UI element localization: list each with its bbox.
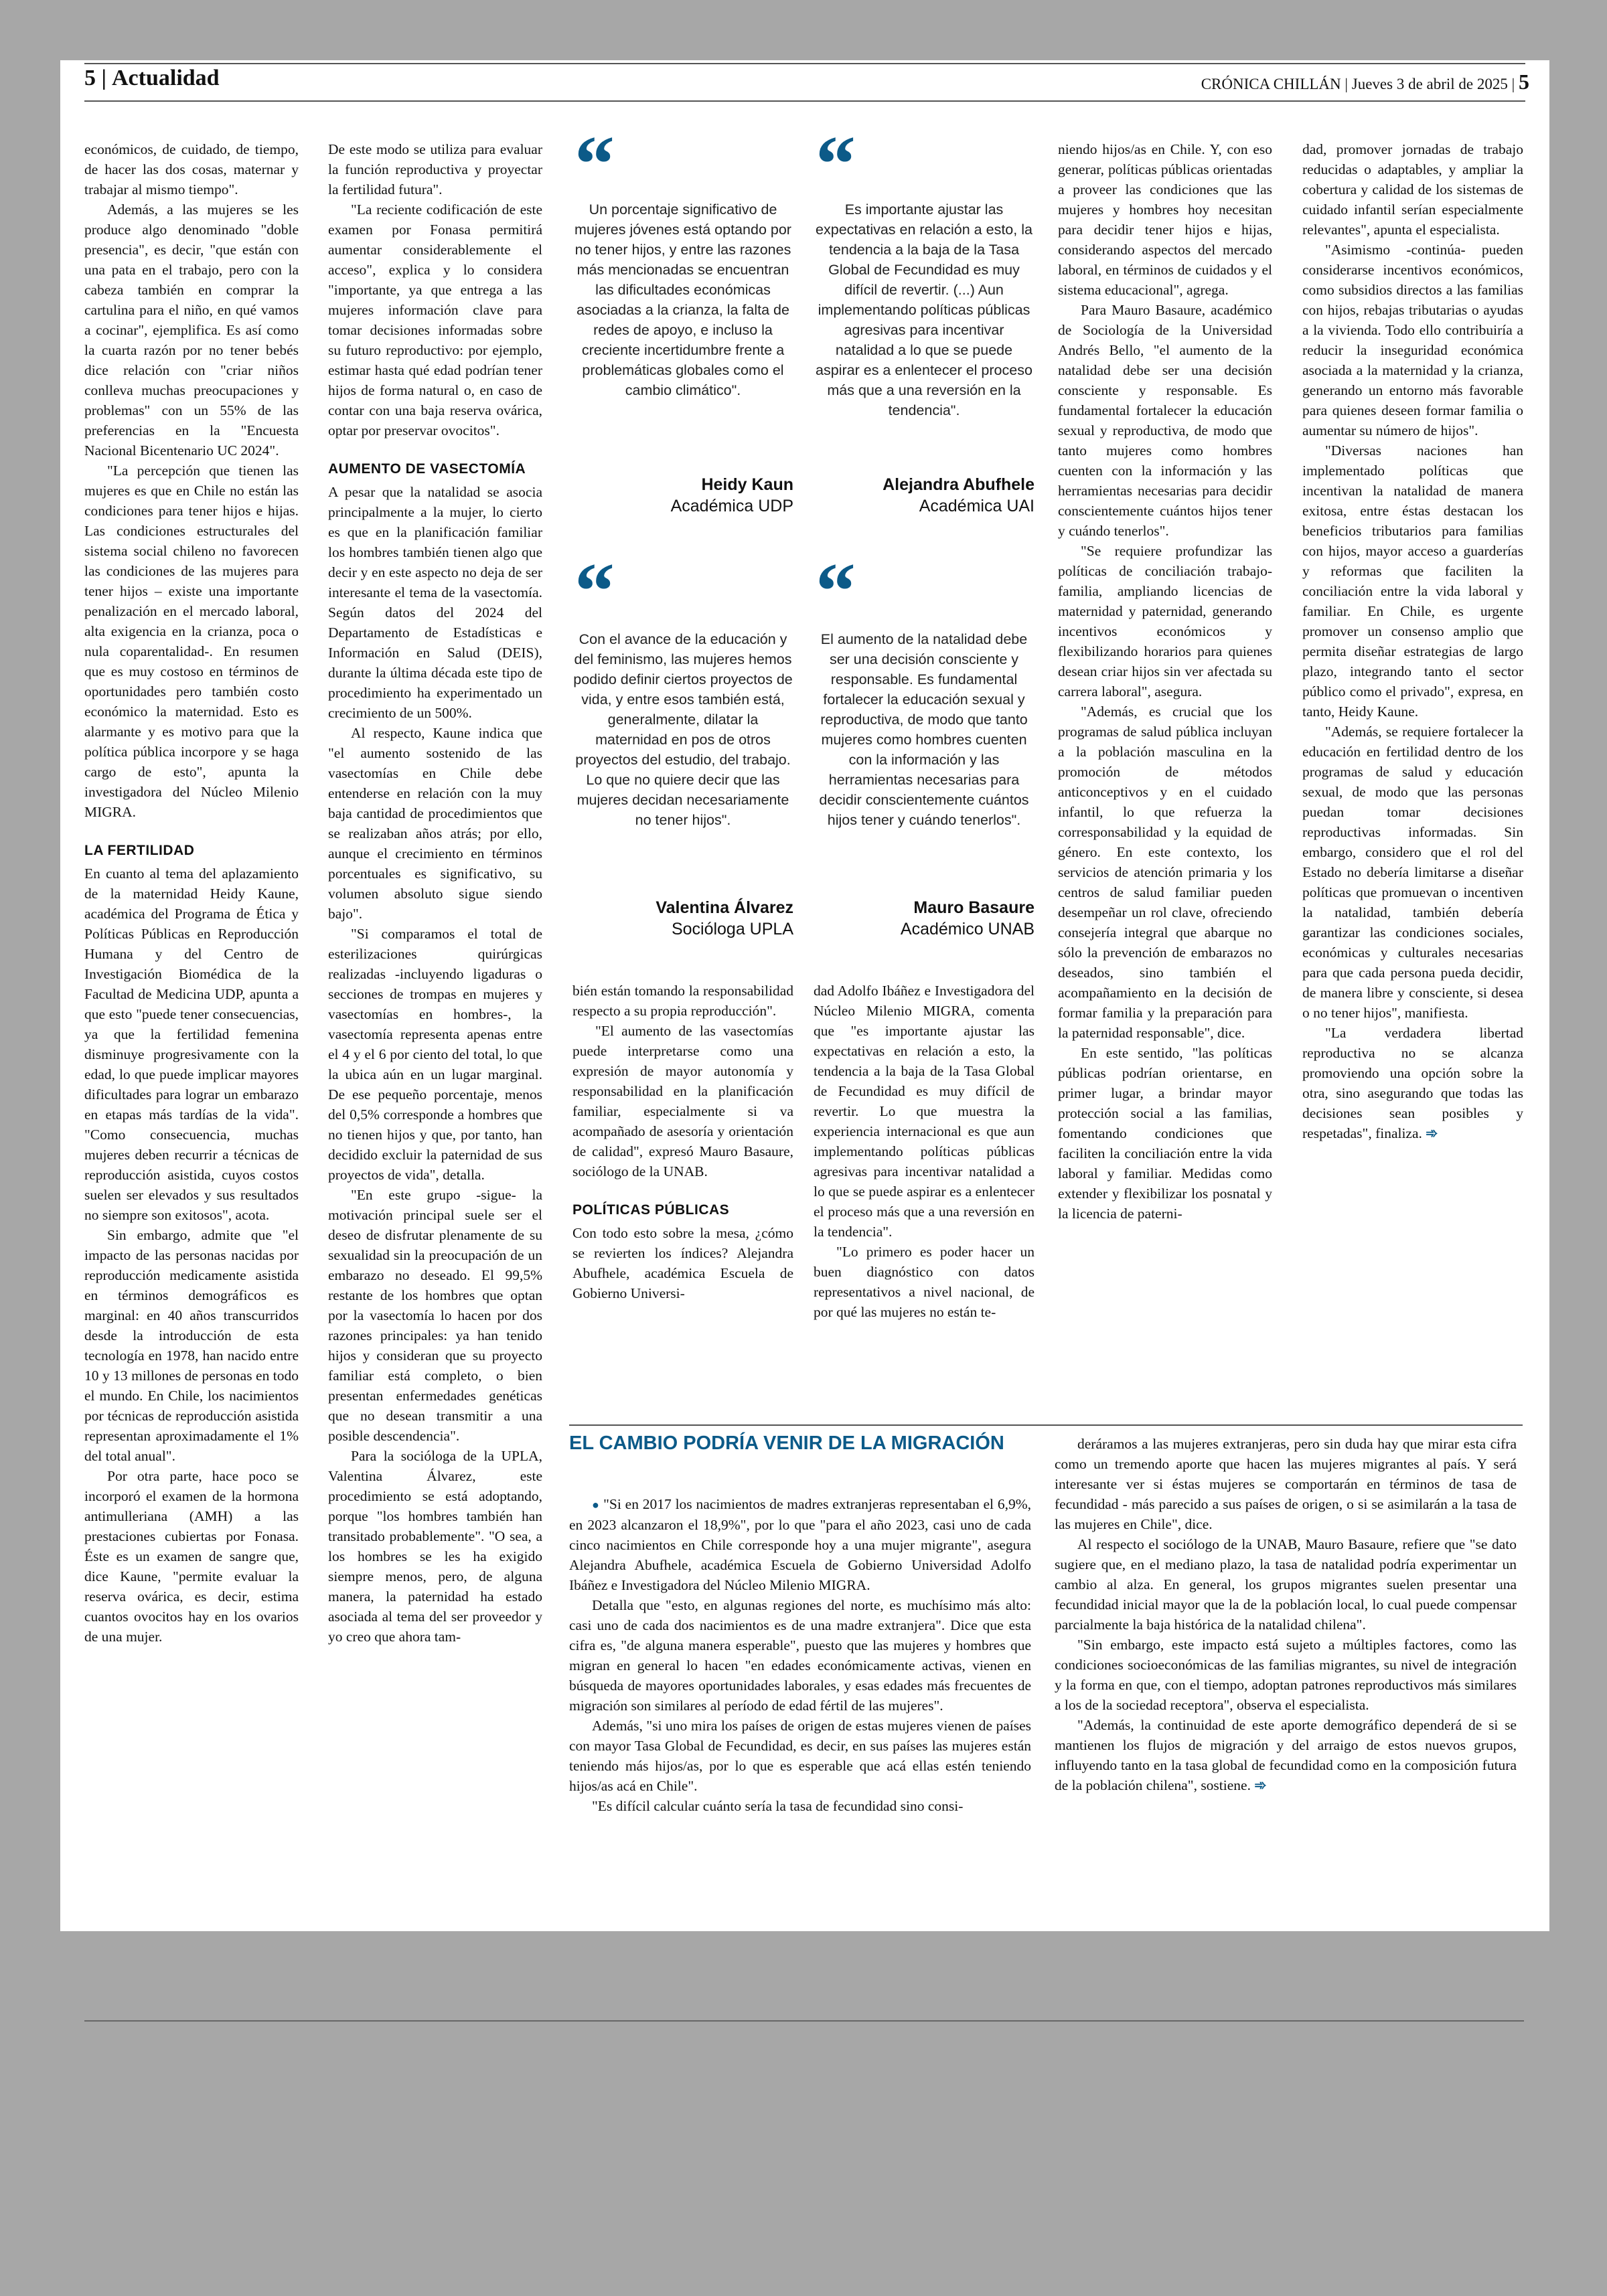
sidebar-title: EL CAMBIO PODRÍA VENIR DE LA MIGRACIÓN — [569, 1432, 1004, 1454]
header-left: 5 | Actualidad — [84, 66, 220, 90]
sidebar-column-2 — [1055, 1434, 1517, 1795]
quote-3-attribution — [572, 897, 793, 940]
quote-mark-icon: “ — [575, 546, 615, 635]
paragraph: económicos, de cuidado, de tiempo, de hacer las dos cosas, maternar y trabajar al mismo tiempo". — [84, 141, 299, 197]
quote-2-role: Académica UAI — [919, 497, 1035, 515]
paragraph — [569, 1494, 1031, 1595]
paragraph-text: "Además, la continuidad de este aporte demográfico dependerá de si se mantienen los flujos de migración y del arraigo de estos nuevos grupos, influyendo tanto en la tasa global de fecundidad como en la composición futura de la población chilena", sostiene. — [1055, 1717, 1517, 1793]
paragraph: Al respecto, Kaune indica que "el aumento sostenido de las vasectomías en Chile debe entenderse en relación con la muy baja cantidad de procedimientos que se realizaban años atrás; por ello, aunque el crecimiento en términos porcentuales es significativo, su volumen absoluto sigue siendo bajo". — [328, 725, 542, 922]
paragraph: "Lo primero es poder hacer un buen diagnóstico con datos representativos a nivel nacional, de por qué las mujeres no están te- — [814, 1244, 1035, 1320]
article-column-2 — [328, 139, 542, 1647]
paragraph: dad Adolfo Ibáñez e Investigadora del Núcleo Milenio MIGRA, comenta que "es importante ajustar las expectativas en relación a esto, la tendencia a la baja de la Tasa Global de Fecundidad es muy difícil de revertir. Lo que muestra la experiencia internacional es que aun implementando políticas públicas agresivas para incentivar natalidad a lo que se puede aspirar es a enlentecer el proceso más que a una reversión en la tendencia". — [814, 983, 1035, 1240]
paragraph: "Además, se requiere fortalecer la educación en fertilidad dentro de los programas de salud y educación sexual, de modo que las personas puedan tomar decisiones reproductivas informadas. Sin embargo, considero que el rol del Estado no debería limitarse a diseñar políticas que promuevan o incentiven la natalidad, también debería garantizar las condiciones sociales, económicas y culturales necesarias para que cada persona pueda decidir, de manera libre y consciente, si desea o no tener hijos", manifiesta. — [1302, 724, 1523, 1021]
paragraph: De este modo se utiliza para evaluar la función reproductiva y proyectar la fertilidad futura". — [328, 141, 542, 197]
paragraph: En cuanto al tema del aplazamiento de la maternidad Heidy Kaune, académica del Programa de Ética y Políticas Públicas en Reproducción Humana y del Centro de Investigación Biomédica de la Facultad de Medicina UDP, apunta a que esto "puede tener consecuencias, ya que la fertilidad femenina disminuye progresivamente con la edad, lo que puede implicar mayores dificultades para lograr un embarazo en etapas más tardías de la vida". "Como consecuencia, muchas mujeres deben recurrir a técnicas de reproducción asistida, cuyos costos suelen ser elevados y sus resultados no siempre son exitosos", acota. — [84, 866, 299, 1223]
page-number-right: 5 — [1519, 70, 1529, 94]
paragraph: Además, a las mujeres se les produce algo denominado "doble presencia", es decir, "que están con una pata en el trabajo, pero con la cabeza también en comprar la cartulina para el niño, en qué vamos a cocinar", ejemplifica. Es así como la cuarta razón por no tener bebés dice relación con "criar niños conlleva muchas preocupaciones y problemas" con un 55% de las preferencias en la "Encuesta Nacional Bicentenario UC 2024". — [84, 201, 299, 459]
newspaper-name: CRÓNICA CHILLÁN — [1201, 76, 1341, 92]
paragraph: "Es difícil calcular cuánto sería la tasa de fecundidad sino consi- — [592, 1798, 964, 1814]
paragraph — [1302, 1023, 1523, 1143]
pull-quote-2: Es importante ajustar las expectativas en relación a esto, la tendencia a la baja de la Tasa Global de Fecundidad es muy difícil de revertir. (...) Aun implementando políticas públicas agresivas para incentivar natalidad a lo que se puede aspirar es a enlentecer el proceso más que a una reversión en la tendencia". — [816, 201, 1032, 418]
quote-3-name: Valentina Álvarez — [656, 898, 793, 917]
subheading-politicas: POLÍTICAS PÚBLICAS — [572, 1202, 730, 1218]
header-rule — [84, 100, 1525, 102]
paragraph: "Asimismo -continúa- pueden considerarse incentivos económicos, como subsidios directos a las familias con hijos, rebajas tributarias o ayudas a la vivienda. Todo ello contribuiría a reducir la inseguridad económica asociada a la maternidad y la crianza, generando un entorno más favorable para quienes deseen formar familia o aumentar su número de hijos". — [1302, 242, 1523, 438]
page-number-left: 5 — [84, 66, 96, 90]
paragraph: "La reciente codificación de este examen por Fonasa permitirá aumentar considerablemente el acceso", explica y lo considera "importante, ya que entrega a las mujeres información clave para tomar decisiones informadas sobre su futuro reproductivo: por ejemplo, estimar hasta qué edad podrían tener hijos de forma natural o, en caso de contar con una baja reserva ovárica, optar por preservar ovocitos". — [328, 201, 542, 438]
article-column-1 — [84, 139, 299, 1647]
quote-1-role: Académica UDP — [670, 497, 793, 515]
publication-date: Jueves 3 de abril de 2025 — [1351, 76, 1508, 92]
page-header — [60, 60, 1549, 99]
sidebar-column-1 — [569, 1494, 1031, 1816]
paragraph: Para Mauro Basaure, académico de Sociología de la Universidad Andrés Bello, "el aumento de la natalidad debe ser una decisión consciente y responsable. Es fundamental fortalecer la educación sexual y reproductiva, de modo que tanto mujeres como hombres cuenten con la información y las herramientas necesarias para decidir conscientemente cuántos hijos tener y cuándo tenerlos". — [1058, 302, 1272, 539]
quote-3-role: Socióloga UPLA — [671, 920, 793, 938]
quote-2-name: Alejandra Abufhele — [883, 475, 1035, 494]
article-column-6 — [1302, 139, 1523, 1143]
paragraph: "Sin embargo, este impacto está sujeto a múltiples factores, como las condiciones socioeconómicas de las familias migrantes, su nivel de integración y la forma en que, con el tiempo, adoptan patrones reproductivos más similares a los de la sociedad receptora", observa el especialista. — [1055, 1637, 1517, 1713]
end-arrow-icon: ➾ — [1254, 1777, 1267, 1793]
paragraph: Detalla que "esto, en algunas regiones del norte, es muchísimo más alto: casi uno de cada dos nacimientos es de una madre extranjera". Dice que esta cifra es, "de alguna manera esperable", puesto que las mujeres y hombres que migran en general lo hacen "en edades económicamente activas, vienen en búsqueda de mayores oportunidades laborales, y esas edades más frecuentes de migración son similares al período de edad fértil de las mujeres". — [569, 1597, 1031, 1714]
quote-4-attribution — [814, 897, 1035, 940]
paragraph: dad, promover jornadas de trabajo reducidas o adaptables, y ampliar la cobertura y calidad de los sistemas de cuidado infantil serían especialmente relevantes", apunta el especialista. — [1302, 141, 1523, 238]
header-right: CRÓNICA CHILLÁN | Jueves 3 de abril de 2025 | 5 — [1201, 70, 1529, 94]
pull-quote-3: Con el avance de la educación y del feminismo, las mujeres hemos podido definir ciertos proyectos de vida, y entre esos también está, generalmente, dilatar la maternidad en pos de otros proyectos del estudio, del trabajo. Lo que no quiere decir que las mujeres decidan necesariamente no tener hijos". — [573, 631, 793, 828]
paragraph: niendo hijos/as en Chile. Y, con eso generar, políticas públicas orientadas a proveer las condiciones que las mujeres y hombres hoy necesitan para decidir tener hijos e hijas, considerando aspectos del mercado laboral, en términos de cuidados y el sistema educacional", agrega. — [1058, 141, 1272, 298]
paragraph: Sin embargo, admite que "el impacto de las personas nacidas por reproducción medicamente asistida en términos demográficos es marginal: en 40 años transcurridos desde la introducción de esta tecnología en 1978, han nacido entre 10 y 13 millones de personas en todo el mundo. En Chile, los nacimientos por técnicas de reproducción asistida representan aproximadamente el 1% del total anual". — [84, 1227, 299, 1464]
header-rule-top — [84, 63, 1525, 64]
quote-4-name: Mauro Basaure — [913, 898, 1035, 917]
paragraph: "Si comparamos el total de esterilizaciones quirúrgicas realizadas -incluyendo ligaduras o secciones de trompas en mujeres y vasectomías en hombres-, la vasectomía representa apenas entre el 4 y el 6 por ciento del total, lo que la ubica aún en un lugar marginal. De ese pequeño porcentaje, menos del 0,5% corresponde a hombres que no tienen hijos y que, por tanto, han decidido excluir la paternidad de sus proyectos de vida", detalla. — [328, 926, 542, 1183]
section-title: Actualidad — [112, 66, 220, 90]
quote-mark-icon: “ — [816, 119, 856, 208]
paragraph: Con todo esto sobre la mesa, ¿cómo se revierten los índices? Alejandra Abufhele, académica Escuela de Gobierno Universi- — [572, 1225, 793, 1301]
paragraph — [1055, 1715, 1517, 1795]
paragraph: Para la socióloga de la UPLA, Valentina Álvarez, este procedimiento se está adoptando, porque "los hombres también han transitado probablemente". "O sea, a los hombres se les ha exigido siempre menos, pero, de alguna manera, la paternidad ha estado asociada al tema del ser proveedor y yo creo que ahora tam- — [328, 1448, 542, 1645]
quote-mark-icon: “ — [575, 119, 615, 208]
paragraph: bién están tomando la responsabilidad respecto a su propia reproducción". — [572, 983, 793, 1019]
newspaper-page — [60, 60, 1549, 1931]
quote-1-name: Heidy Kaun — [701, 475, 793, 494]
pull-quote-4: El aumento de la natalidad debe ser una decisión consciente y responsable. Es fundamental fortalecer la educación sexual y reproductiva, de modo que tanto mujeres como hombres cuenten con la información y las herramientas necesarias para decidir conscientemente cuántos hijos tener y cuándo tenerlos". — [819, 631, 1029, 828]
paragraph: deráramos a las mujeres extranjeras, pero sin duda hay que mirar esta cifra como un tremendo aporte que hacen las mujeres migrantes al país. Y será interesante ver si éstas mujeres se comportarán en términos de tasa de fecundidad - más parecido a sus países de origen, o si se asimilarán a la tasa de las mujeres en Chile", dice. — [1055, 1436, 1517, 1532]
end-arrow-icon: ➾ — [1426, 1125, 1438, 1141]
paragraph: En este sentido, "las políticas públicas podrían orientarse, en primer lugar, a brindar mayor protección social a las familias, fomentando condiciones que faciliten la conciliación entre la vida laboral y familiar. Medidas como extender y flexibilizar los posnatal y la licencia de paterni- — [1058, 1045, 1272, 1222]
paragraph: "El aumento de las vasectomías puede interpretarse como una expresión de mayor autonomía y responsabilidad en la planificación familiar, especialmente si va acompañado de asesoría y orientación de calidad", expresó Mauro Basaure, sociólogo de la UNAB. — [572, 1023, 793, 1179]
quote-2-attribution — [814, 474, 1035, 517]
article-column-3 — [572, 981, 793, 1303]
subheading-vasectomia: AUMENTO DE VASECTOMÍA — [328, 461, 526, 477]
subheading-fertilidad: LA FERTILIDAD — [84, 843, 195, 858]
pull-quote-1: Un porcentaje significativo de mujeres jóvenes está optando por no tener hijos, y entre las razones más mencionadas se encuentran las dificultades económicas asociadas a la crianza, la falta de redes de apoyo, e incluso la creciente incertidumbre frente a problemáticas globales como el cambio climático". — [575, 201, 791, 398]
paragraph-text: "La verdadera libertad reproductiva no se alcanza promoviendo una opción sobre la otra, sino asegurando que todas las decisiones sean posibles y respetadas", finaliza. — [1302, 1025, 1523, 1141]
paragraph: Al respecto el sociólogo de la UNAB, Mauro Basaure, refiere que "se dato sugiere que, en el mediano plazo, la tasa de natalidad podría experimentar un cambio al alza. En general, los grupos migrantes suelen presentar una fecundidad inicial mayor que la de la población local, lo cual puede compensar parcialmente la baja histórica de la natalidad chilena". — [1055, 1536, 1517, 1633]
box-rule — [569, 1424, 1523, 1426]
article-column-5 — [1058, 139, 1272, 1224]
paragraph: "Además, es crucial que los programas de salud pública incluyan a la población masculina en la promoción de métodos anticonceptivos y en el cuidado infantil, lo que refuerza la corresponsabilidad y la equidad de género. En este contexto, los servicios de atención primaria y los centros de salud familiar pueden desempeñar un rol clave, ofreciendo consejería integral que abarque no sólo la prevención de embarazos no deseados, sino también el acompañamiento en la decisión de formar familia y la preparación para la paternidad responsable", dice. — [1058, 704, 1272, 1041]
quote-4-role: Académico UNAB — [900, 920, 1035, 938]
article-column-4 — [814, 981, 1035, 1322]
paragraph: Por otra parte, hace poco se incorporó el examen de la hormona antimulleriana (AMH) a las prestaciones cubiertas por Fonasa. Éste es un examen de sangre que, dice Kaune, "permite evaluar la reserva ovárica, es decir, estima cuantos ovocitos hay en los ovarios de una mujer. — [84, 1468, 299, 1645]
bottom-rule — [84, 2020, 1524, 2022]
bullet-icon: ● — [592, 1498, 600, 1511]
paragraph: "En este grupo -sigue- la motivación principal suele ser el deseo de disfrutar plenamente de su sexualidad sin la preocupación de un embarazo no deseado. El 99,5% restante de los hombres que optan por la vasectomía lo hacen por dos razones principales: ya han tenido hijos y consideran que su proyecto familiar está completo, o bien presentan enfermedades genéticas que no desean transmitir a una posible descendencia". — [328, 1187, 542, 1444]
paragraph: "La percepción que tienen las mujeres es que en Chile no están las condiciones para tener hijos e hijas. Las condiciones estructurales del sistema social chileno no favorecen las condiciones de las mujeres para tener hijos – existe una importante penalización en el mercado laboral, alta exigencia en la crianza, poca o nula coparentalidad-. En resumen que es muy costoso en términos de oportunidades pero también costo económico la maternidad. Esto es alarmante y es motivo para que la política pública incorpore y se haga cargo de esto", apunta la investigadora del Núcleo Milenio MIGRA. — [84, 463, 299, 820]
paragraph: A pesar que la natalidad se asocia principalmente a la mujer, lo cierto es que en la planificación familiar los hombres también tienen algo que decir y en este aspecto no deja de ser interesante el tema de la vasectomía. Según datos del 2024 del Departamento de Estadísticas e Información en Salud (DEIS), durante la última década este tipo de procedimiento ha experimentado un crecimiento de un 500%. — [328, 484, 542, 721]
paragraph: Además, "si uno mira los países de origen de estas mujeres vienen de países con mayor Tasa Global de Fecundidad, es decir, en sus países las mujeres están teniendo más hijos/as, por lo que es esperable que acá ellas estén teniendo hijos/as acá en Chile". — [569, 1718, 1031, 1794]
quote-mark-icon: “ — [816, 546, 856, 635]
paragraph-text: "Si en 2017 los nacimientos de madres extranjeras representaban el 6,9%, en 2023 alcanzaron el 18,9%", por lo que "para el año 2023, casi uno de cada cinco nacimientos en Chile corresponde hoy a una mujer migrante", asegura Alejandra Abufhele, académica Escuela de Gobierno Universidad Adolfo Ibáñez e Investigadora del Núcleo Milenio MIGRA. — [569, 1496, 1032, 1593]
paragraph: "Diversas naciones han implementado políticas que incentivan la natalidad de manera exitosa, entre éstas destacan los beneficios tributarios para familias con hijos, mayor acceso a guarderías y reformas que faciliten la conciliación entre la vida laboral y familiar. En Chile, es urgente promover un consenso amplio que permita diseñar estrategias de largo plazo, integrando tanto el sector público como el privado", expresa, en tanto, Heidy Kaune. — [1302, 442, 1523, 720]
paragraph: "Se requiere profundizar las políticas de conciliación trabajo-familia, ampliando licencias de maternidad y paternidad, generando incentivos económicos y flexibilizando horarios para quienes desean criar hijos sin ver afectada su carrera laboral", asegura. — [1058, 543, 1272, 700]
quote-1-attribution — [572, 474, 793, 517]
